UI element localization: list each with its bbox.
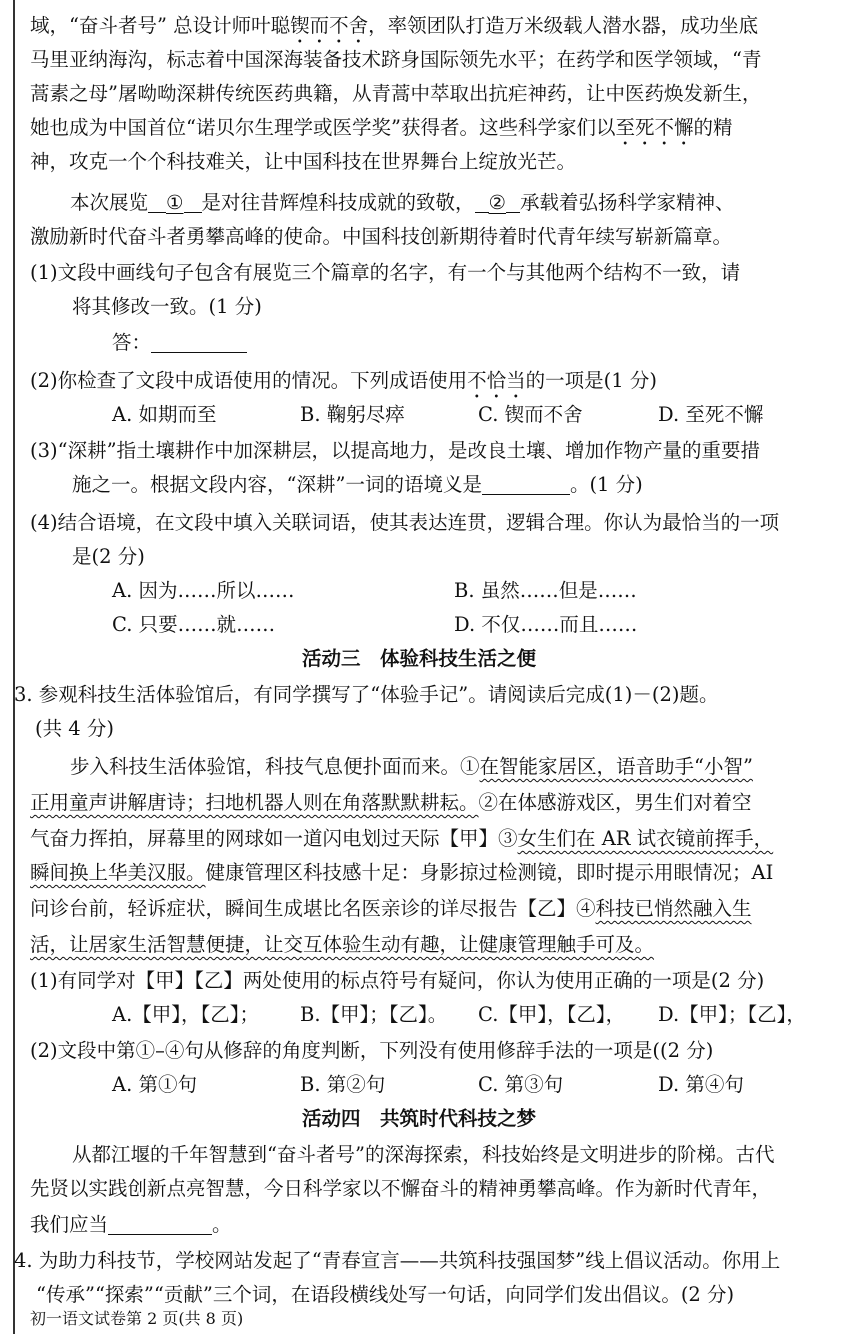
wavy-sentence-3: 瞬间换上华美汉服。 bbox=[30, 861, 206, 884]
q2-options bbox=[112, 398, 832, 432]
q1-line1: (1)文段中画线句子包含有展览三个篇章的名字，有一个与其他两个结构不一致，请 bbox=[30, 261, 741, 284]
para1-line3: 蒿素之母”屠呦呦深耕传统医药典籍，从青蒿中萃取出抗疟神药，让中医药焕发新生， bbox=[30, 82, 762, 105]
option-c[interactable]: C.【甲】，【乙】， bbox=[478, 1003, 626, 1026]
item3-line2: (共 4 分) bbox=[35, 717, 115, 740]
wavy-sentence-4: 科技已悄然融入生 bbox=[595, 897, 752, 920]
blank-1: ① bbox=[166, 191, 184, 214]
wavy-sentence-1: 在智能家居区，语音助手“小智” bbox=[479, 755, 753, 778]
blank-2: ② bbox=[488, 191, 506, 214]
para3-line4: 瞬间换上华美汉服。健康管理区科技感十足：身影掠过检测镜，即时提示用眼情况；AI bbox=[30, 861, 774, 884]
option-b[interactable]: B. 鞠躬尽瘁 bbox=[300, 403, 405, 426]
q4-options-row1 bbox=[112, 574, 832, 608]
emphasized-idiom: 至死不懈 bbox=[615, 116, 694, 139]
q3-line2: 施之一。根据文段内容，“深耕”一词的语境义是 。(1 分) bbox=[72, 473, 643, 496]
wavy-sentence-3: 女生们在 AR 试衣镜前挥手， bbox=[517, 827, 774, 850]
q3-1-stem: (1)有同学对【甲】【乙】两处使用的标点符号有疑问，你认为使用正确的一项是(2 分) bbox=[30, 969, 765, 992]
option-b[interactable]: B.【甲】；【乙】。 bbox=[300, 1003, 448, 1026]
option-d[interactable]: D.【甲】；【乙】， bbox=[658, 1003, 806, 1026]
option-a[interactable]: A.【甲】，【乙】； bbox=[112, 1003, 260, 1026]
para2-line1: 本次展览 ① 是对往昔辉煌科技成就的致敬， ② 承载着弘扬科学家精神、 bbox=[70, 191, 735, 214]
item4-line1: 4. 为助力科技节，学校网站发起了“青春宣言——共筑科技强国梦”线上倡议活动。你用上 bbox=[14, 1249, 781, 1272]
emphasized-word: 不恰当 bbox=[467, 369, 526, 392]
option-d[interactable]: D. 不仅……而且…… bbox=[454, 613, 638, 636]
answer-blank[interactable] bbox=[482, 472, 570, 495]
option-b[interactable]: B. 第②句 bbox=[300, 1073, 386, 1096]
option-a[interactable]: A. 如期而至 bbox=[112, 403, 217, 426]
q3-1-options bbox=[112, 998, 852, 1032]
answer-blank[interactable] bbox=[108, 1212, 212, 1235]
q1-answer: 答： bbox=[112, 326, 247, 360]
para1-line2: 马里亚纳海沟，标志着中国深海装备技术跻身国际领先水平；在药学和医学领域，“青 bbox=[30, 48, 762, 71]
para1-line5: 神，攻克一个个科技难关，让中国科技在世界舞台上绽放光芒。 bbox=[30, 150, 577, 173]
q4-options-row2 bbox=[112, 608, 832, 642]
q2-stem: (2)你检查了文段中成语使用的情况。下列成语使用不恰当的一项是(1 分) bbox=[30, 369, 657, 392]
para3-line1: 步入科技生活体验馆，科技气息便扑面而来。①在智能家居区，语音助手“小智” bbox=[70, 755, 753, 778]
q4-line2: 是(2 分) bbox=[72, 545, 145, 568]
option-c[interactable]: C. 锲而不舍 bbox=[478, 403, 583, 426]
option-a[interactable]: A. 第①句 bbox=[112, 1073, 197, 1096]
margin-rule bbox=[13, 0, 15, 1334]
option-b[interactable]: B. 虽然……但是…… bbox=[454, 579, 637, 602]
q3-2-stem: (2)文段中第①–④句从修辞的角度判断，下列没有使用修辞手法的一项是((2 分) bbox=[30, 1039, 714, 1062]
option-d[interactable]: D. 第④句 bbox=[658, 1073, 744, 1096]
q1-line2: 将其修改一致。(1 分) bbox=[72, 295, 262, 318]
activity-4-heading: 活动四 共筑时代科技之梦 bbox=[302, 1107, 537, 1130]
q3-2-options bbox=[112, 1068, 832, 1102]
answer-blank[interactable] bbox=[151, 330, 247, 353]
para4-line2: 先贤以实践创新点亮智慧，今日科学家以不懈奋斗的精神勇攀高峰。作为新时代青年， bbox=[30, 1177, 772, 1200]
exam-page bbox=[14, 0, 860, 1334]
para3-line3: 气奋力挥拍，屏幕里的网球如一道闪电划过天际【甲】③女生们在 AR 试衣镜前挥手， bbox=[30, 827, 774, 850]
page-footer: 初一语文试卷第 2 页(共 8 页) bbox=[30, 1309, 244, 1328]
wavy-sentence-4: 活，让居家生活智慧便捷，让交互体验生动有趣，让健康管理触手可及。 bbox=[30, 933, 655, 956]
para2-line2: 激励新时代奋斗者勇攀高峰的使命。中国科技创新期待着时代青年续写崭新篇章。 bbox=[30, 225, 733, 248]
option-d[interactable]: D. 至死不懈 bbox=[658, 403, 764, 426]
para3-line5: 问诊台前，轻诉症状，瞬间生成堪比名医亲诊的详尽报告【乙】④科技已悄然融入生 bbox=[30, 897, 752, 920]
activity-3-heading: 活动三 体验科技生活之便 bbox=[302, 647, 537, 670]
para1-line1: 域，“奋斗者号” 总设计师叶聪锲而不舍，率领团队打造万米级载人潜水器，成功坐底 bbox=[30, 14, 759, 37]
para1-line4: 她也成为中国首位“诺贝尔生理学或医学奖”获得者。这些科学家们以至死不懈的精 bbox=[30, 116, 733, 139]
option-c[interactable]: C. 第③句 bbox=[478, 1073, 564, 1096]
emphasized-idiom: 锲而不舍 bbox=[290, 14, 369, 37]
q3-line1: (3)“深耕”指土壤耕作中加深耕层，以提高地力，是改良土壤、增加作物产量的重要措 bbox=[30, 439, 761, 462]
para4-line3: 我们应当 。 bbox=[30, 1213, 232, 1236]
item3-line1: 3. 参观科技生活体验馆后，有同学撰写了“体验手记”。请阅读后完成(1)－(2)题。 bbox=[14, 683, 719, 706]
para3-line2: 正用童声讲解唐诗；扫地机器人则在角落默默耕耘。②在体感游戏区，男生们对着空 bbox=[30, 791, 752, 814]
para3-line6 bbox=[30, 928, 654, 962]
wavy-sentence-1: 正用童声讲解唐诗；扫地机器人则在角落默默耕耘。 bbox=[30, 791, 479, 814]
option-a[interactable]: A. 因为……所以…… bbox=[112, 579, 295, 602]
option-c[interactable]: C. 只要……就…… bbox=[112, 613, 276, 636]
para4-line1: 从都江堰的千年智慧到“奋斗者号”的深海探索，科技始终是文明进步的阶梯。古代 bbox=[72, 1143, 775, 1166]
item4-line2: “传承”“探索”“贡献”三个词，在语段横线处写一句话，向同学们发出倡议。(2 分) bbox=[36, 1283, 735, 1306]
q4-line1: (4)结合语境，在文段中填入关联词语，使其表达连贯，逻辑合理。你认为最恰当的一项 bbox=[30, 511, 780, 534]
